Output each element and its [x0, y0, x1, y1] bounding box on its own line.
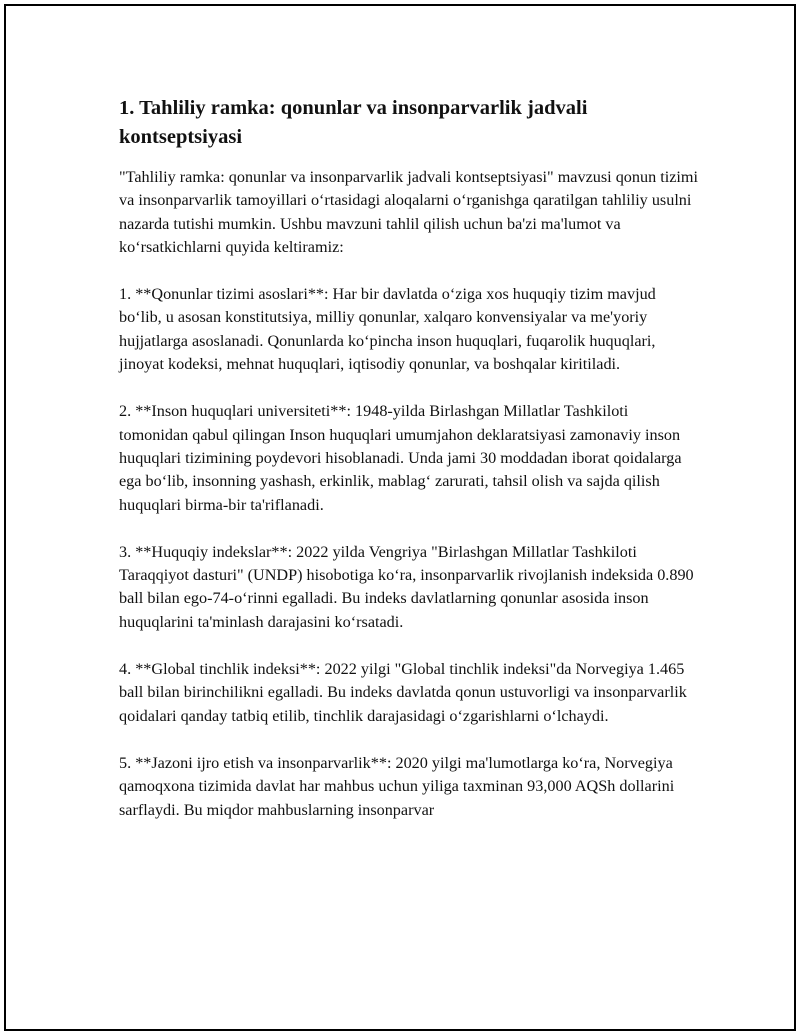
page-frame	[4, 4, 796, 1031]
paragraph-peace-index: 4. **Global tinchlik indeksi**: 2022 yilgi "Global tinchlik indeksi"da Norvegiya 1.465 ball bilan birinchilikni egalladi. Bu indeks davlatda qonun ustuvorligi va insonparvarlik qoidalari qanday tatbiq etilib, tinchlik darajasidagi oʻzgarishlarni oʻlchaydi.	[119, 660, 687, 725]
intro-paragraph: "Tahliliy ramka: qonunlar va insonparvarlik jadvali kontseptsiyasi" mavzusi qonun tizimi va insonparvarlik tamoyillari oʻrtasidagi aloqalarni oʻrganishga qaratilgan tahliliy usulni nazarda tutishi mumkin. Ushbu mavzuni tahlil qilish uchun ba'zi ma'lumot va koʻrsatkichlarni quyida keltiramiz:	[119, 168, 698, 256]
paragraph-penal-system: 5. **Jazoni ijro etish va insonparvarlik**: 2020 yilgi ma'lumotlarga koʻra, Norvegiya qamoqxona tizimida davlat har mahbus uchun yiliga taxminan 93,000 AQSh dollarini sarflaydi. Bu miqdor mahbuslarning insonparvar	[119, 753, 675, 819]
document-body	[119, 94, 699, 846]
paragraph-legal-indexes: 3. **Huquqiy indekslar**: 2022 yilda Vengriya "Birlashgan Millatlar Tashkiloti Taraqqiyot dasturi" (UNDP) hisobotiga koʻra, insonparvarlik rivojlanish indeksida 0.890 ball bilan ego-74-oʻrinni egalladi. Bu indeks davlatlarning qonunlar asosida inson huquqlarini ta'minlash darajasini koʻrsatadi.	[119, 542, 694, 631]
section-heading: 1. Tahliliy ramka: qonunlar va insonparvarlik jadvali kontseptsiyasi	[119, 97, 588, 148]
paragraph-legal-system: 1. **Qonunlar tizimi asoslari**: Har bir davlatda oʻziga xos huquqiy tizim mavjud boʻlib, u asosan konstitutsiya, milliy qonunlar, xalqaro konvensiyalar va me'yoriy hujjatlarga asoslanadi. Qonunlarda koʻpincha inson huquqlari, fuqarolik huquqlari, jinoyat kodeksi, mehnat huquqlari, iqtisodiy qonunlar, va boshqalar kiritiladi.	[119, 285, 656, 374]
paragraph-human-rights: 2. **Inson huquqlari universiteti**: 1948-yilda Birlashgan Millatlar Tashkiloti tomonidan qabul qilingan Inson huquqlari umumjahon deklaratsiyasi zamonaviy inson huquqlari tizimining poydevori hisoblanadi. Unda jami 30 moddadan iborat qoidalarga ega boʻlib, insonning yashash, erkinlik, mablagʻ zarurati, tahsil olish va sajda qilish huquqlari birma-bir ta'riflanadi.	[119, 402, 682, 514]
